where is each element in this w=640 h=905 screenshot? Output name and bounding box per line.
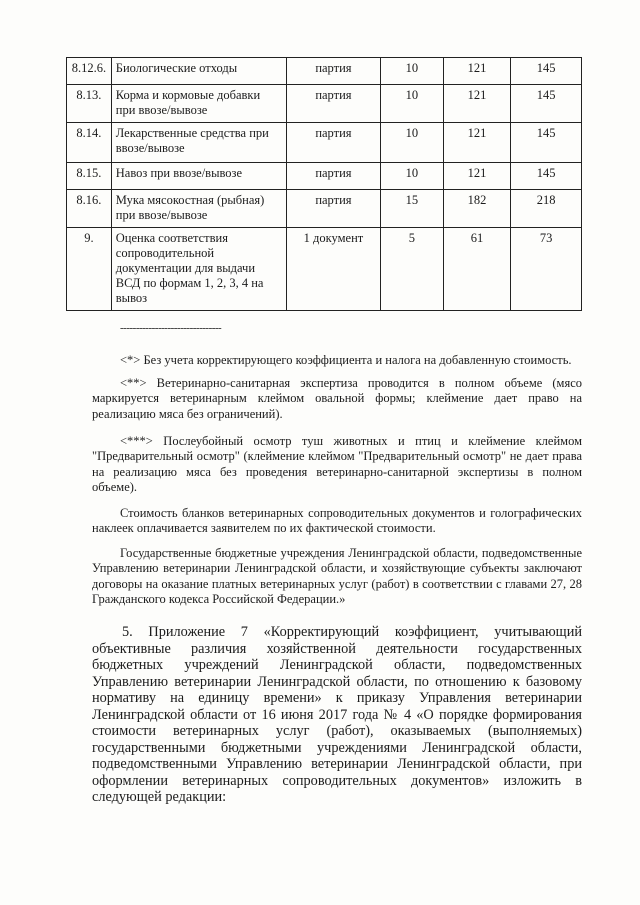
- service-name: Оценка соответствия сопроводительной документации для выдачи ВСД по формам 1, 2, 3, 4 на вывоз: [111, 228, 286, 311]
- service-name: Биологические отходы: [111, 58, 286, 85]
- value-cell: 218: [511, 190, 582, 228]
- value-cell: 145: [511, 123, 582, 163]
- value-cell: 121: [443, 123, 510, 163]
- service-name: Навоз при ввозе/вывозе: [111, 163, 286, 190]
- value-cell: 5: [380, 228, 443, 311]
- unit-cell: партия: [286, 123, 380, 163]
- value-cell: 73: [511, 228, 582, 311]
- unit-cell: партия: [286, 58, 380, 85]
- value-cell: 15: [380, 190, 443, 228]
- value-cell: 10: [380, 123, 443, 163]
- footnote-separator: --------------------------------: [120, 322, 222, 334]
- service-name: Корма и кормовые добавки при ввозе/вывозе: [111, 85, 286, 123]
- value-cell: 145: [511, 85, 582, 123]
- fee-table: [66, 57, 582, 311]
- footnote-1: <*> Без учета корректирующего коэффициента и налога на добавленную стоимость.: [120, 352, 572, 367]
- value-cell: 145: [511, 58, 582, 85]
- row-number: 9.: [67, 228, 112, 311]
- table-row: [67, 85, 582, 123]
- unit-cell: партия: [286, 190, 380, 228]
- table-row: [67, 58, 582, 85]
- unit-cell: партия: [286, 163, 380, 190]
- value-cell: 10: [380, 58, 443, 85]
- value-cell: 10: [380, 85, 443, 123]
- table-row: [67, 228, 582, 311]
- value-cell: 61: [443, 228, 510, 311]
- value-cell: 121: [443, 163, 510, 190]
- value-cell: 10: [380, 163, 443, 190]
- row-number: 8.13.: [67, 85, 112, 123]
- row-number: 8.15.: [67, 163, 112, 190]
- row-number: 8.12.6.: [67, 58, 112, 85]
- value-cell: 145: [511, 163, 582, 190]
- institutions-paragraph: Государственные бюджетные учреждения Ленинградской области, подведомственные Управлению ветеринарии Ленинградской области, и хозяйствующие субъекты заключают договоры на оказание платных ветеринарных услуг (работ) в соответствии с главами 27, 28 Гражданского кодекса Российской Федерации.»: [92, 545, 582, 606]
- footnote-2: <**> Ветеринарно-санитарная экспертиза проводится в полном объеме (мясо маркируется ветеринарным клеймом овальной формы; клеймение дает право на реализацию мяса без ограничений).: [92, 375, 582, 421]
- value-cell: 182: [443, 190, 510, 228]
- blanks-cost-paragraph: Стоимость бланков ветеринарных сопроводительных документов и голографических наклеек оплачивается заявителем по их фактической стоимости.: [92, 505, 582, 535]
- table-row: [67, 190, 582, 228]
- row-number: 8.14.: [67, 123, 112, 163]
- section-5-paragraph: 5. Приложение 7 «Корректирующий коэффициент, учитывающий объективные различия хозяйственной деятельности государственных бюджетных учреждений Ленинградской области, подведомственных Управлению ветеринарии Ленинградской области, по отношению к базовому нормативу на единицу времени» к приказу Управления ветеринарии Ленинградской области от 16 июня 2017 года № 4 «О порядке формирования стоимости ветеринарных услуг (работ), оказываемых (выполняемых) государственными бюджетными учреждениями Ленинградской области, подведомственными Управлению ветеринарии Ленинградской области, при оформлении ветеринарных сопроводительных документов» изложить в следующей редакции:: [92, 624, 582, 806]
- unit-cell: партия: [286, 85, 380, 123]
- table-row: [67, 163, 582, 190]
- row-number: 8.16.: [67, 190, 112, 228]
- service-name: Мука мясокостная (рыбная) при ввозе/вывозе: [111, 190, 286, 228]
- value-cell: 121: [443, 58, 510, 85]
- footnote-3: <***> Послеубойный осмотр туш животных и птиц и клеймение клеймом "Предварительный осмотр" (клеймение клеймом "Предварительный осмотр" не дает права на реализацию мяса без проведения ветеринарно-санитарной экспертизы в полном объеме).: [92, 433, 582, 494]
- value-cell: 121: [443, 85, 510, 123]
- unit-cell: 1 документ: [286, 228, 380, 311]
- service-name: Лекарственные средства при ввозе/вывозе: [111, 123, 286, 163]
- table-row: [67, 123, 582, 163]
